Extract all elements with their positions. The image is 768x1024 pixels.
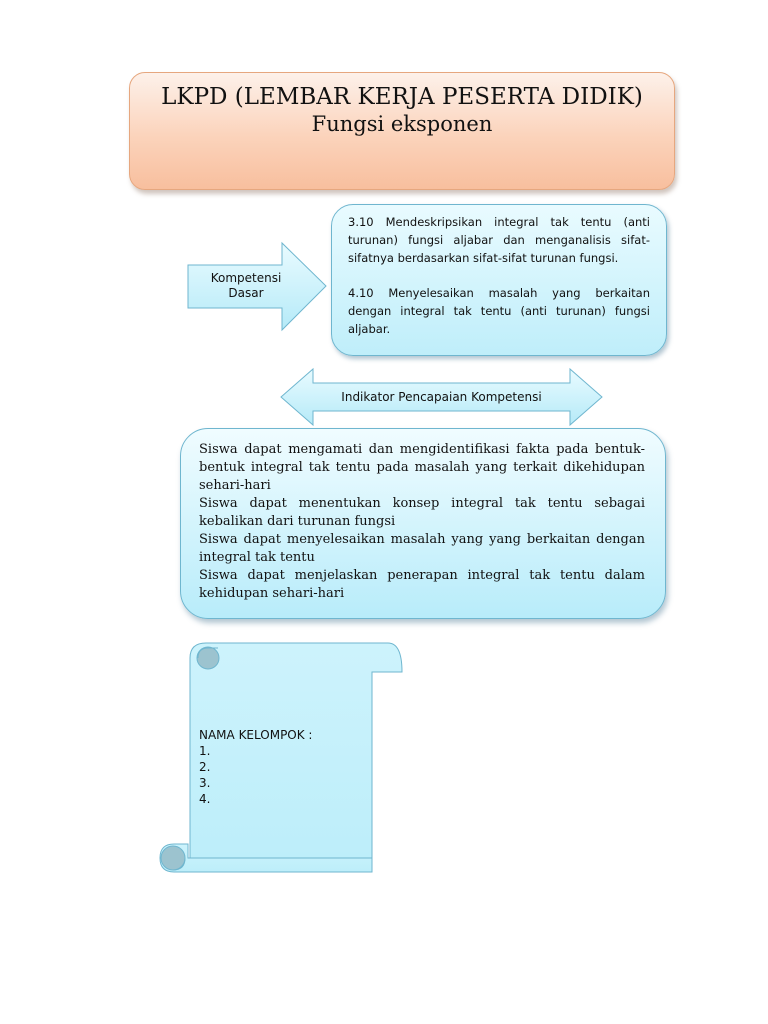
member-line: 1. [199, 744, 211, 758]
kompetensi-dasar-box [331, 204, 667, 356]
kompetensi-dasar-label [194, 271, 298, 301]
indikator-item: Siswa dapat mengamati dan mengidentifikasi fakta pada bentuk-bentuk integral tak tentu pada masalah yang terkait dikehidupan sehari-hari [199, 442, 645, 493]
member-line: 3. [199, 776, 211, 790]
indikator-label: Indikator Pencapaian Kompetensi [341, 390, 542, 404]
group-members [199, 727, 312, 807]
kompetensi-label-line2: Dasar [228, 286, 264, 300]
indikator-item: Siswa dapat menjelaskan penerapan integral tak tentu dalam kehidupan sehari-hari [199, 568, 645, 601]
member-line: 4. [199, 792, 211, 806]
kd-item: 4.10 Menyelesaikan masalah yang berkaitan dengan integral tak tentu (anti turunan) fungsi aljabar. [348, 286, 650, 336]
indikator-item: Siswa dapat menentukan konsep integral tak tentu sebagai kebalikan dari turunan fungsi [199, 496, 645, 529]
group-heading: NAMA KELOMPOK : [199, 728, 313, 742]
kd-item: 3.10 Mendeskripsikan integral tak tentu (anti turunan) fungsi aljabar dan menganalisis sifat-sifatnya berdasarkan sifat-sifat turunan fungsi. [348, 215, 650, 265]
indikator-item: Siswa dapat menyelesaikan masalah yang yang berkaitan dengan integral tak tentu [199, 532, 645, 565]
document-title: LKPD (LEMBAR KERJA PESERTA DIDIK) [161, 84, 643, 110]
indikator-box [180, 428, 666, 619]
kompetensi-label-line1: Kompetensi [210, 271, 282, 285]
member-line: 2. [199, 760, 211, 774]
document-subtitle: Fungsi eksponen [311, 112, 493, 136]
